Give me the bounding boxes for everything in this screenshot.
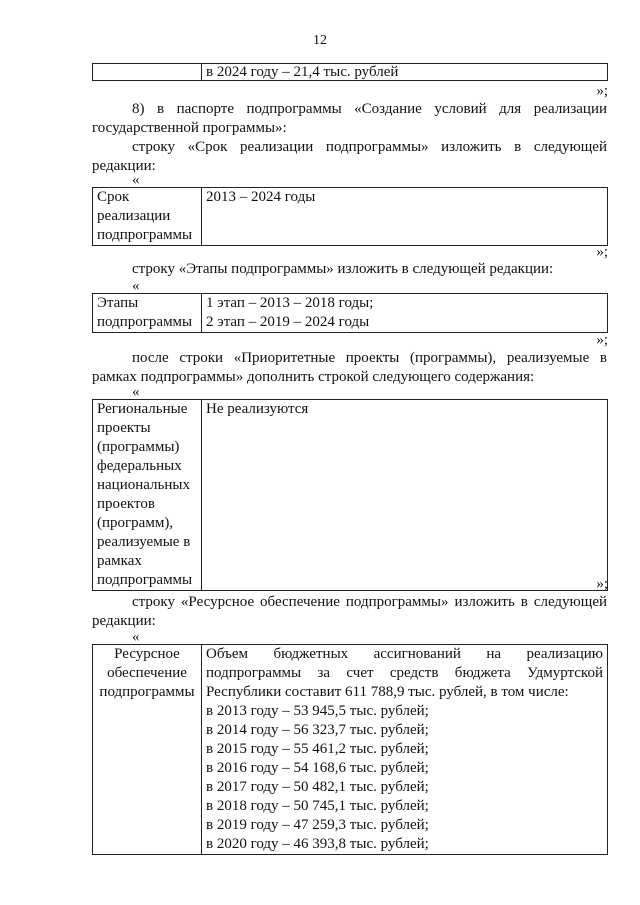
paragraph-8: 8) в паспорте подпрограммы «Создание условий для реализации государственной программы»: xyxy=(92,101,607,136)
resurs-year-2018: в 2018 году – 50 745,1 тыс. рублей; xyxy=(206,798,429,814)
opening-quote: « xyxy=(132,629,140,645)
resurs-year-2019: в 2019 году – 47 259,3 тыс. рублей; xyxy=(206,817,429,833)
closing-quote: »; xyxy=(596,576,608,592)
srok-table xyxy=(92,187,608,246)
closing-quote: »; xyxy=(596,332,608,348)
regional-value: Не реализуются xyxy=(202,400,608,591)
opening-quote: « xyxy=(132,172,140,188)
opening-quote: « xyxy=(132,384,140,400)
resurs-year-2013: в 2013 году – 53 945,5 тыс. рублей; xyxy=(206,703,429,719)
resurs-year-2015: в 2015 году – 55 461,2 тыс. рублей; xyxy=(206,741,429,757)
etapy-table xyxy=(92,293,608,333)
resurs-year-2017: в 2017 году – 50 482,1 тыс. рублей; xyxy=(206,779,429,795)
etapy-value xyxy=(202,294,608,333)
paragraph-etapy: строку «Этапы подпрограммы» изложить в следующей редакции: xyxy=(132,261,554,277)
etapy-line-1: 1 этап – 2013 – 2018 годы; xyxy=(206,295,374,311)
srok-label: Срок реализации подпрограммы xyxy=(93,188,202,246)
paragraph-srok: строку «Срок реализации подпрограммы» изложить в следующей редакции: xyxy=(92,139,607,174)
resurs-year-2014: в 2014 году – 56 323,7 тыс. рублей; xyxy=(206,722,429,738)
closing-quote: »; xyxy=(596,244,608,260)
etapy-label: Этапы подпрограммы xyxy=(93,294,202,333)
resurs-intro: Объем бюджетных ассигнований на реализацию подпрограммы за счет средств бюджета Удмуртской Республики составит 611 788,9 тыс. рублей, в том числе: xyxy=(206,646,603,700)
resurs-table xyxy=(92,644,608,855)
regional-projects-table xyxy=(92,399,608,591)
resurs-year-2016: в 2016 году – 54 168,6 тыс. рублей; xyxy=(206,760,429,776)
etapy-line-2: 2 этап – 2019 – 2024 годы xyxy=(206,314,370,330)
resurs-label: Ресурсное обеспечение подпрограммы xyxy=(93,645,202,855)
top-table-right-cell: в 2024 году – 21,4 тыс. рублей xyxy=(202,64,608,81)
paragraph-posle: после строки «Приоритетные проекты (программы), реализуемые в рамках подпрограммы» дополнить строкой следующего содержания: xyxy=(92,350,607,385)
resurs-value xyxy=(202,645,608,855)
closing-quote: »; xyxy=(596,83,608,99)
top-table-left-cell xyxy=(93,64,202,81)
opening-quote: « xyxy=(132,278,140,294)
srok-value: 2013 – 2024 годы xyxy=(202,188,608,246)
regional-label: Региональные проекты (программы) федеральных национальных проектов (программ), реализуемые в рамках подпрограммы xyxy=(93,400,202,591)
page-number: 12 xyxy=(313,33,327,48)
paragraph-resurs: строку «Ресурсное обеспечение подпрограммы» изложить в следующей редакции: xyxy=(92,594,607,629)
resurs-year-2020: в 2020 году – 46 393,8 тыс. рублей; xyxy=(206,836,429,852)
top-table xyxy=(92,63,608,81)
